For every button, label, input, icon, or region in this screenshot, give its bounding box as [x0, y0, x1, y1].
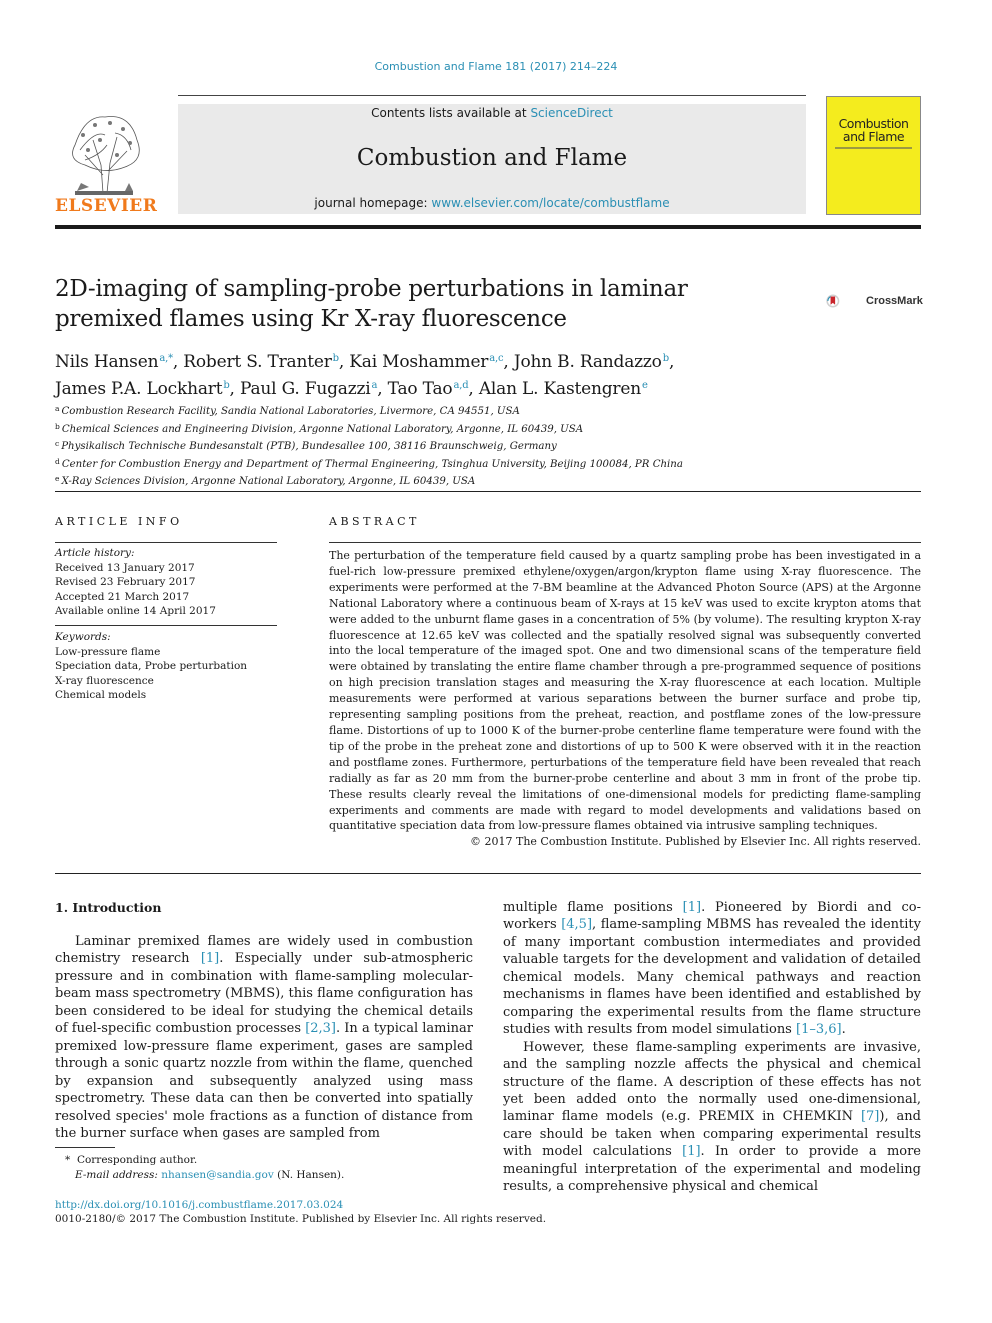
- citation-link[interactable]: [1]: [682, 1144, 701, 1160]
- citation-link[interactable]: [1]: [200, 951, 220, 967]
- body-paragraph: [503, 1039, 921, 1196]
- affiliation-label: c: [55, 439, 60, 448]
- author-affil-mark[interactable]: a,c: [489, 353, 504, 364]
- author-name: Alan L. Kastengren: [478, 379, 641, 399]
- affiliation-text: Physikalisch Technische Bundesanstalt (PTB), Bundesallee 100, 38116 Braunschweig, Germany: [61, 441, 557, 452]
- history-item: Received 13 January 2017: [55, 561, 195, 574]
- body-text: ), and care should be taken when comparing experimental results with model calculations: [503, 1109, 922, 1160]
- footnote-email-line: [55, 1168, 473, 1183]
- author-affil-mark[interactable]: b: [332, 353, 339, 364]
- journal-name: Combustion and Flame: [356, 145, 628, 171]
- citation-link[interactable]: [1]: [682, 900, 702, 915]
- body-text: . Especially under sub-atmospheric pressure and in combination with flame-sampling molecular-beam mass spectrometry (MBMS), this flame configuration has been considered to be ideal for studying the chemical details of fuel-specific combustion processes: [55, 951, 473, 1037]
- affiliation-item: [55, 437, 855, 455]
- citation-link[interactable]: [7]: [860, 1109, 880, 1125]
- body-text: multiple flame positions: [503, 900, 683, 915]
- body-column-right: [503, 899, 921, 1196]
- affiliation-label: e: [55, 474, 60, 483]
- affiliation-label: b: [55, 421, 60, 431]
- footnote-star: *: [65, 1154, 71, 1166]
- article-history: [55, 546, 277, 619]
- body-paragraph: [503, 899, 921, 1039]
- crossmark-icon[interactable]: [826, 282, 864, 320]
- keyword-item: Low-pressure flame: [55, 645, 161, 658]
- sciencedirect-link[interactable]: ScienceDirect: [530, 106, 613, 120]
- journal-homepage-link[interactable]: www.elsevier.com/locate/combustflame: [431, 196, 670, 210]
- header-thick-rule: [55, 225, 921, 229]
- email-link[interactable]: nhansen@sandia.gov: [161, 1169, 274, 1181]
- author-name: Tao Tao: [387, 379, 453, 399]
- affiliation-label: a: [55, 404, 60, 413]
- homepage-prefix: journal homepage:: [314, 196, 432, 210]
- history-label: Article history:: [55, 547, 135, 559]
- author-name: Paul G. Fugazzi: [239, 379, 371, 399]
- doi-link[interactable]: http://dx.doi.org/10.1016/j.combustflame.2017.03.024: [55, 1199, 344, 1211]
- journal-cover-thumbnail[interactable]: [826, 96, 921, 215]
- elsevier-wordmark: ELSEVIER: [55, 196, 158, 216]
- abstract-heading: ABSTRACT: [329, 515, 420, 528]
- contents-line: [178, 106, 806, 120]
- author-name: John B. Randazzo: [513, 352, 662, 372]
- cover-title: Combustion and Flame: [838, 116, 909, 144]
- keyword-item: X-ray fluorescence: [55, 674, 154, 687]
- footnote-text: Corresponding author.: [76, 1154, 198, 1166]
- affiliation-label: d: [55, 456, 60, 466]
- abstract-rule: [329, 542, 921, 543]
- body-text: .: [841, 1022, 846, 1038]
- citation-link[interactable]: [1–3,6]: [796, 1022, 842, 1038]
- footnote-rule: [55, 1147, 115, 1148]
- history-item: Revised 23 February 2017: [55, 576, 196, 588]
- body-rule: [55, 873, 921, 874]
- article-info-rule: [55, 542, 277, 543]
- keyword-item: Chemical models: [55, 689, 147, 701]
- history-item: Available online 14 April 2017: [55, 605, 216, 617]
- crossmark-label[interactable]: CrossMark: [866, 295, 923, 307]
- contents-prefix: Contents lists available at: [371, 106, 531, 120]
- keywords-block: [55, 630, 277, 703]
- author-name: James P.A. Lockhart: [55, 379, 223, 399]
- affiliation-text: Center for Combustion Energy and Department of Thermal Engineering, Tsinghua University, Beijing 100084, PR China: [61, 458, 683, 470]
- author-name: Nils Hansen: [55, 352, 159, 372]
- author-affil-mark[interactable]: b: [662, 353, 669, 364]
- body-text: Laminar premixed flames are widely used in combustion chemistry research: [55, 934, 473, 967]
- author-affil-mark[interactable]: a,*: [159, 353, 173, 364]
- affiliation-item: [55, 420, 855, 438]
- affiliation-rule: [55, 491, 921, 492]
- affiliation-text: X-Ray Sciences Division, Argonne National Laboratory, Argonne, IL 60439, USA: [61, 476, 476, 487]
- affiliation-item: [55, 402, 855, 420]
- body-paragraph: [55, 933, 473, 1142]
- affiliation-text: Chemical Sciences and Engineering Division, Argonne National Laboratory, Argonne, IL 60439, USA: [61, 423, 584, 435]
- abstract-text: The perturbation of the temperature field caused by a quartz sampling probe has been investigated in a fuel-rich low-pressure premixed ethylene/oxygen/argon/krypton flame using X-ray fluorescence. The experiments were performed at the 7-BM beamline at the Advanced Photon Source (APS) at the Argonne National Laboratory where a continuous beam of X-rays at 15 keV was used to excite krypton atoms that were added to the unburnt flame gases in a concentration of 5% (by volume). The resulting krypton X-ray fluorescence at 12.65 keV was collected and the spatially resolved signal was subsequently converted into the local temperature of the imaged spot. One and two dimensional scans of the temperature field were obtained by translating the entire flame chamber through a pre-programmed sequence of positions on high precision translation stages and measuring the X-ray fluorescence at each location. Multiple measurements were performed at various separations between the burner surface and probe tip, representing sampling positions from the preheat, reaction, and postflame zones of the low-pressure flame. Distortions of up to 1000 K of the burner-probe centerline flame temperature were found with the tip of the probe in the preheat zone and distortions of up to 500 K were observed with it in the reaction and postflame zones. Furthermore, perturbations of the temperature field have been revealed that reach radially as far as 20 mm from the burner-probe centerline and about 3 mm in front of the probe tip. These results clearly reveal the limitations of one-dimensional models for predicting flame-sampling experiments and comments are made with regard to model developments and validations based on quantitative speciation data from low-pressure flames obtained via intrusive sampling techniques.: [329, 549, 921, 833]
- journal-citation[interactable]: Combustion and Flame 181 (2017) 214–224: [374, 60, 618, 73]
- body-text: . In a typical laminar premixed low-pressure flame experiment, gases are sampled through a sonic quartz nozzle from within the flame, quenched by expansion and subsequently analyzed using mass spectrometry. These data can then be converted into spatially resolved species' mole fractions as a function of distance from the burner surface when gases are sampled from: [55, 1021, 473, 1141]
- cover-stripe: [835, 147, 912, 149]
- author-affil-mark[interactable]: b: [223, 380, 230, 391]
- header-top-rule: [178, 95, 806, 96]
- email-suffix: (N. Hansen).: [273, 1169, 345, 1181]
- citation-link[interactable]: [2,3]: [305, 1021, 337, 1037]
- affiliation-text: Combustion Research Facility, Sandia National Laboratories, Livermore, CA 94551, USA: [61, 406, 520, 417]
- body-text: , flame-sampling MBMS has revealed the identity of many important combustion intermediates and provided valuable targets for the development and validation of detailed chemical models. Many chemical pathways and reaction mechanisms in flames have been identified and established by comparing the experimental results from the flame structure studies with results from model simulations: [503, 917, 922, 1038]
- body-text: . Pioneered by Biordi and co-workers: [503, 900, 922, 933]
- affiliation-list: [55, 402, 855, 490]
- author-list: Nils Hansen$^{a,*}$, Robert S. Tranter$^b$, Kai Moshammer$^{a,c}$, John B. Randazzo$^b$, James P.A. Lockhart$^b$, Paul G. Fugazzi$^a$, Tao Tao$^{a,d}$, Alan L. Kastengren$^e$: [55, 352, 675, 399]
- author-name: Kai Moshammer: [349, 352, 489, 372]
- citation-link[interactable]: [4,5]: [561, 917, 593, 933]
- affiliation-item: [55, 455, 855, 473]
- history-item: Accepted 21 March 2017: [55, 590, 190, 603]
- footnote-line: [55, 1153, 473, 1168]
- author-affil-mark[interactable]: e: [641, 380, 648, 391]
- issn-copyright: 0010-2180/© 2017 The Combustion Institute. Published by Elsevier Inc. All rights reserved.: [55, 1213, 547, 1225]
- keyword-item: Speciation data, Probe perturbation: [55, 660, 248, 672]
- author-affil-mark[interactable]: a,d: [453, 380, 469, 391]
- email-label: E-mail address:: [75, 1169, 162, 1181]
- article-title: 2D-imaging of sampling-probe perturbations in laminar premixed flames using Kr X-ray fluorescence: [55, 276, 688, 332]
- corresponding-author-footnote: [55, 1153, 473, 1183]
- body-column-left: [55, 933, 473, 1142]
- section-heading-introduction: 1. Introduction: [55, 900, 162, 915]
- body-text: . In order to provide a more meaningful interpretation of the experimental and modeling results, a comprehensive physical and chemical: [503, 1144, 922, 1195]
- affiliation-item: [55, 472, 855, 490]
- body-text: However, these flame-sampling experiments are invasive, and the sampling nozzle affects the physical and chemical structure of the flame. A description of these effects has not yet been added onto the normally used one-dimensional, laminar flame models (e.g. PREMIX in CHEMKIN: [503, 1039, 921, 1125]
- author-affil-mark[interactable]: a: [371, 380, 378, 391]
- keywords-rule: [55, 625, 277, 626]
- article-info-heading: ARTICLE INFO: [55, 515, 183, 528]
- author-name: Robert S. Tranter: [183, 352, 332, 372]
- keywords-label: Keywords:: [55, 631, 111, 643]
- homepage-line: [178, 196, 806, 210]
- abstract-copyright: © 2017 The Combustion Institute. Published by Elsevier Inc. All rights reserved.: [470, 835, 921, 848]
